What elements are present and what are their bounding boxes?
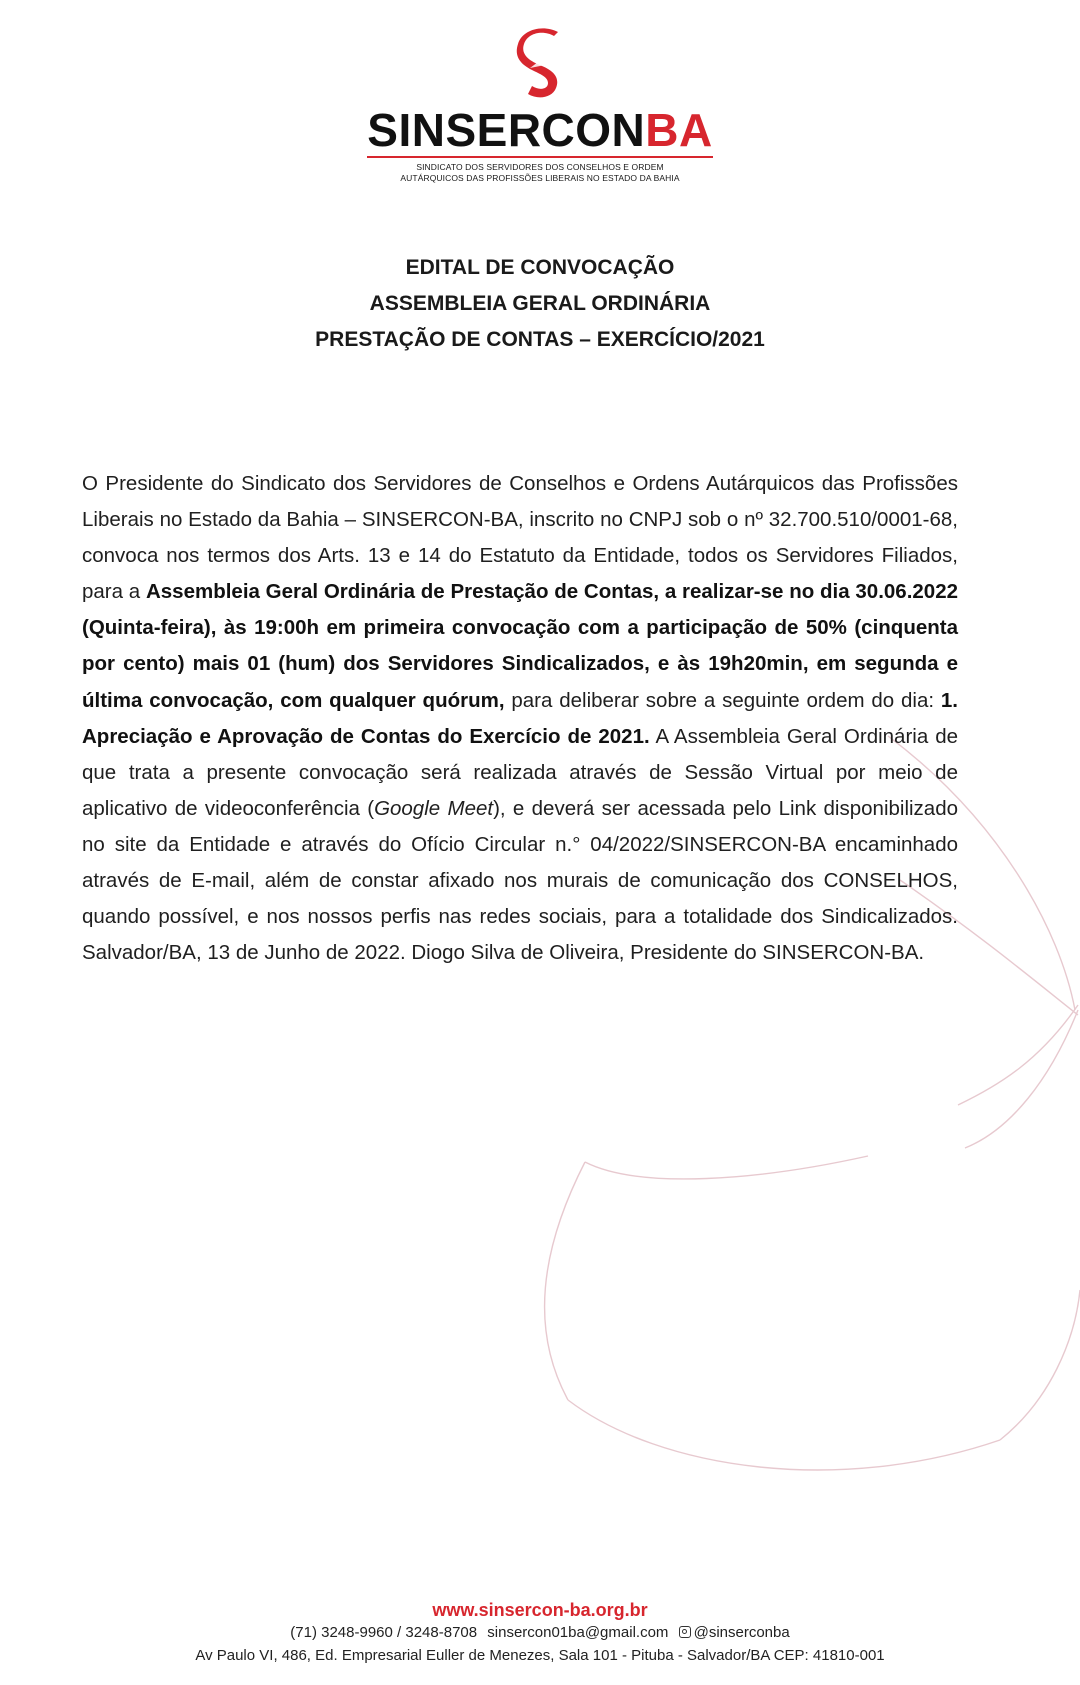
body-text-4: ), e deverá ser acessada pelo Link disponibilizado no site da Entidade e através do Ofício Circular n.° 04/2022/SINSERCON-BA encaminhado através de E-mail, além de constar afixado nos murais de comunicação dos CONSELHOS, quando possível, e nos nossos perfis nas redes sociais, para a totalidade dos Sindicalizados. Salvador/BA, 13 de Junho de 2022. Diogo Silva de Oliveira, Presidente do SINSERCON-BA. [82, 796, 959, 965]
body-text-3: A Assembleia Geral Ordinária de que trata a presente convocação será realizada através de Sessão Virtual por meio de aplicativo de videoconferência ( [82, 724, 958, 820]
body-text-1: O Presidente do Sindicato dos Servidores de Conselhos e Ordens Autárquicos das Profissões Liberais no Estado da Bahia – SINSERCON-BA, inscrito no CNPJ sob o nº 32.700.510/0001-68, convoca nos termos dos Arts. 13 e 14 do Estatuto da Entidade, todos os Servidores Filiados, para a [82, 472, 958, 604]
footer-website-link[interactable]: www.sinsercon-ba.org.br [432, 1600, 648, 1620]
logo-subtitle-line2: AUTÁRQUICOS DAS PROFISSÕES LIBERAIS NO ESTADO DA BAHIA [400, 173, 680, 183]
heading-line-1: EDITAL DE CONVOCAÇÃO [405, 256, 675, 279]
heading-line-3: PRESTAÇÃO DE CONTAS – EXERCÍCIO/2021 [315, 328, 765, 351]
footer-instagram-handle[interactable]: @sinserconba [693, 1624, 790, 1641]
logo-name-accent: BA [645, 104, 713, 156]
letterhead-logo [0, 28, 1080, 184]
footer-email[interactable]: sinsercon01ba@gmail.com [487, 1624, 669, 1641]
instagram-icon [679, 1626, 691, 1638]
body-bold-2: 1. Apreciação e Aprovação de Contas do Exercício de 2021. [82, 688, 958, 748]
body-bold-1: Assembleia Geral Ordinária de Prestação de Contas, a realizar-se no dia 30.06.2022 (Quinta-feira), às 19:00h em primeira convocação com a participação de 50% (cinquenta por cento) mais 01 (hum) dos Servidores Sindicalizados, e às 19h20min, em segunda e última convocação, com qualquer quórum, [82, 580, 958, 712]
body-text-2: para deliberar sobre a seguinte ordem do dia: [504, 688, 941, 712]
footer [0, 1598, 1080, 1668]
footer-phones: (71) 3248-9960 / 3248-8708 [290, 1624, 478, 1641]
document-heading [0, 250, 1080, 358]
organization-name [0, 106, 1080, 154]
heading-line-2: ASSEMBLEIA GERAL ORDINÁRIA [369, 292, 711, 315]
logo-divider [367, 156, 713, 158]
notice-body [82, 466, 958, 971]
footer-address: Av Paulo VI, 486, Ed. Empresarial Euller de Menezes, Sala 101 - Pituba - Salvador/BA CEP: 41810-001 [195, 1647, 885, 1664]
footer-contact-line [0, 1622, 1080, 1644]
logo-subtitle-line1: SINDICATO DOS SERVIDORES DOS CONSELHOS E ORDEM [416, 162, 664, 172]
logo-name-main: SINSERCON [367, 104, 646, 156]
body-italic-1: Google Meet [374, 796, 494, 820]
s-logo-icon [510, 28, 570, 104]
